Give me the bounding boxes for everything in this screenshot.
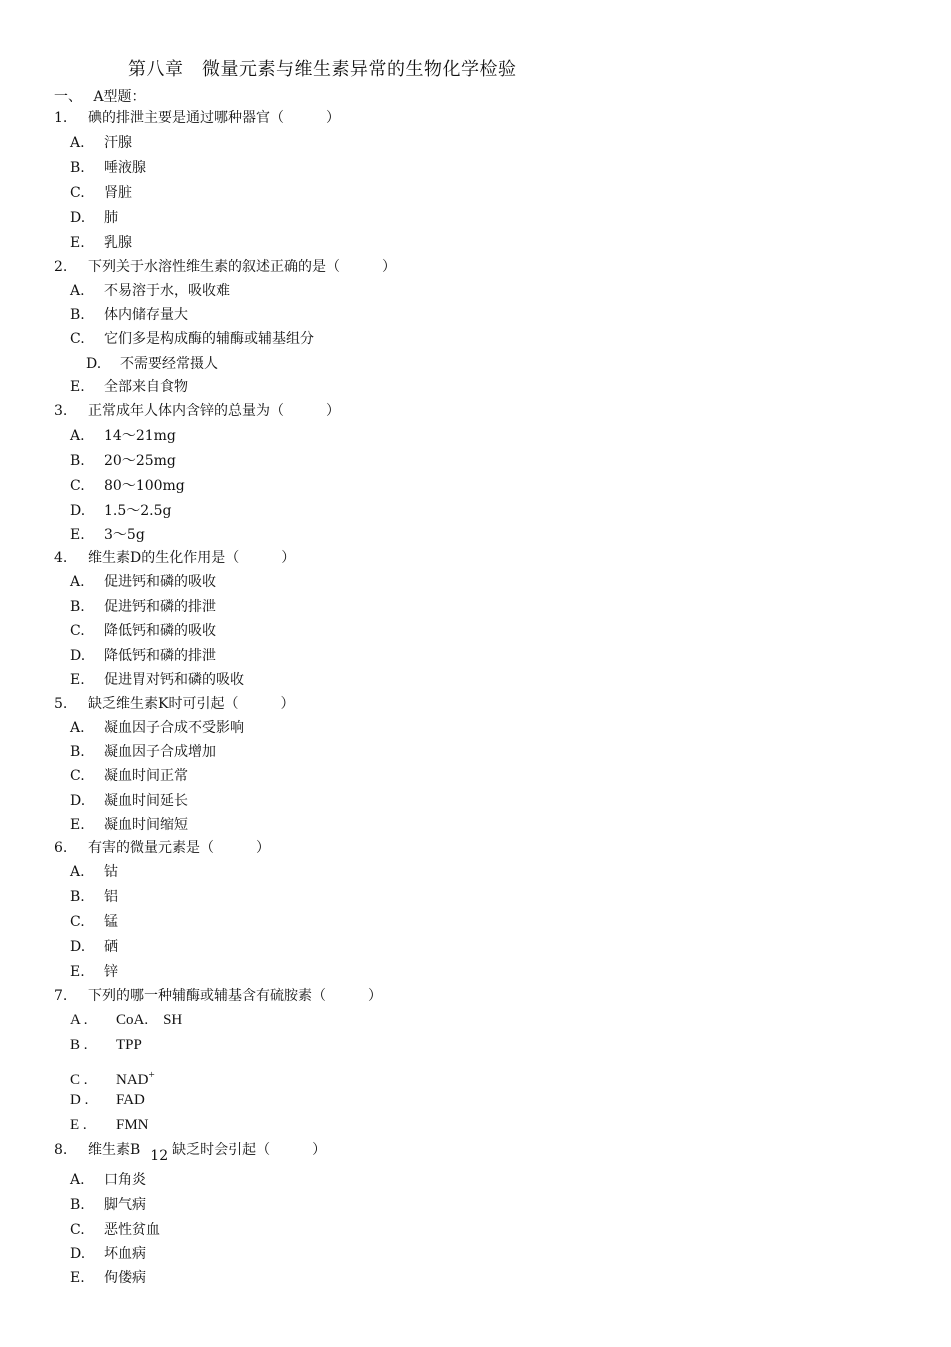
option-text: 凝血因子合成不受影响 [104,720,244,736]
option-mark: B. [70,889,85,905]
option-mark: E. [70,527,85,543]
option-mark: D. [70,939,86,955]
option-1d [70,209,118,227]
subscript-12: 12 [150,1148,169,1164]
option-7d [70,1091,145,1109]
option-3a [70,427,176,445]
option-text: 肾脏 [104,185,132,201]
option-3e [70,526,145,544]
option-mark: D. [70,793,86,809]
option-text: 钴 [104,864,118,880]
option-5e [70,816,188,834]
option-mark: C. [70,914,85,930]
option-4e [70,671,244,689]
question-number: 2. [54,259,68,275]
option-mark: C. [70,1222,85,1238]
question-number: 4. [54,550,68,566]
option-text: 凝血时间延长 [104,793,188,809]
option-mark: E. [70,235,85,251]
question-number: 1. [54,110,68,126]
superscript-plus: + [148,1069,155,1081]
option-6d [70,938,118,956]
option-8e [70,1269,146,1287]
option-mark: A. [70,428,85,444]
option-mark: E. [70,964,85,980]
option-8b [70,1196,146,1214]
option-text: 降低钙和磷的排泄 [104,648,216,664]
option-text: 恶性贫血 [104,1222,160,1238]
option-text: 促进胃对钙和磷的吸收 [104,672,244,688]
option-mark: D. [70,210,86,226]
option-mark: B. [70,599,85,615]
option-text: 锌 [104,964,118,980]
option-text: 凝血时间缩短 [104,817,188,833]
question-text: 维生素D的生化作用是（ ） [88,550,296,566]
option-text: NAD [116,1072,149,1088]
option-2e [70,378,188,396]
option-3d [70,502,172,520]
option-8a [70,1171,146,1189]
option-mark: C . [70,1072,88,1088]
option-text: 乳腺 [104,235,132,251]
option-text: 不易溶于水，吸收难 [104,283,230,299]
option-mark: D. [86,356,102,372]
option-text: 锰 [104,914,118,930]
option-mark: C. [70,623,85,639]
option-mark: A. [70,864,85,880]
option-mark: B. [70,160,85,176]
option-5a [70,719,244,737]
option-text: 降低钙和磷的吸收 [104,623,216,639]
option-mark: E . [70,1117,87,1133]
option-mark: A . [70,1012,88,1028]
option-text: 14～21mg [104,428,176,444]
option-text: 铝 [104,889,118,905]
option-4a [70,573,216,591]
question-text-after: 缺乏时会引起（ ） [172,1142,327,1158]
option-6b [70,888,118,906]
option-mark: A. [70,135,85,151]
option-text: FMN [116,1117,149,1133]
option-2a [70,282,230,300]
option-text: 坏血病 [104,1246,146,1262]
option-mark: B . [70,1037,88,1053]
option-mark: B. [70,453,85,469]
question-number: 5. [54,696,68,712]
question-text: 有害的微量元素是（ ） [88,840,270,856]
option-1a [70,134,132,152]
option-mark: C. [70,478,85,494]
chapter-title: 第八章 微量元素与维生素异常的生物化学检验 [128,59,517,80]
option-text: 20～25mg [104,453,176,469]
option-mark: A. [70,283,85,299]
option-text: 凝血因子合成增加 [104,744,216,760]
option-5b [70,743,216,761]
option-text: 促进钙和磷的吸收 [104,574,216,590]
option-mark: B. [70,307,85,323]
option-7a [70,1011,182,1029]
question-3 [54,402,340,420]
question-5 [54,695,294,713]
option-6a [70,863,118,881]
option-mark: D . [70,1092,89,1108]
option-6c [70,913,118,931]
option-1e [70,234,132,252]
option-text: 凝血时间正常 [104,768,188,784]
option-8c [70,1221,160,1239]
option-3b [70,452,176,470]
question-number: 3. [54,403,68,419]
option-mark: C. [70,768,85,784]
option-text: 脚气病 [104,1197,146,1213]
option-text: 80～100mg [104,478,185,494]
option-text: FAD [116,1092,145,1108]
option-4b [70,598,216,616]
option-mark: C. [70,185,85,201]
option-2b [70,306,188,324]
option-7b [70,1036,142,1054]
option-text: 3～5g [104,527,145,543]
question-8 [54,1141,326,1165]
question-text: 正常成年人体内含锌的总量为（ ） [88,403,340,419]
option-mark: B. [70,1197,85,1213]
question-text: 下列的哪一种辅酶或辅基含有硫胺素（ ） [88,988,382,1004]
option-7c [70,1066,155,1089]
question-text-before: 维生素B [88,1142,141,1158]
option-mark: D. [70,648,86,664]
option-mark: D. [70,1246,86,1262]
option-6e [70,963,118,981]
question-6 [54,839,270,857]
option-mark: E. [70,1270,85,1286]
question-number: 6. [54,840,68,856]
option-text: 口角炎 [104,1172,146,1188]
option-5d [70,792,188,810]
option-2d [86,355,218,373]
option-mark: B. [70,744,85,760]
option-text: 1.5～2.5g [104,503,172,519]
option-text: 全部来自食物 [104,379,188,395]
option-4d [70,647,216,665]
option-text: 体内储存量大 [104,307,188,323]
option-mark: C. [70,331,85,347]
option-text: 肺 [104,210,118,226]
option-7e [70,1116,149,1134]
option-5c [70,767,188,785]
option-text: 促进钙和磷的排泄 [104,599,216,615]
question-7 [54,987,382,1005]
option-text: 硒 [104,939,118,955]
option-text: CoA. SH [116,1012,183,1028]
option-text: 它们多是构成酶的辅酶或辅基组分 [104,331,314,347]
section-heading: 一、 A型题： [54,89,146,105]
question-4 [54,549,295,567]
option-text: 汗腺 [104,135,132,151]
option-3c [70,477,185,495]
question-number: 7. [54,988,68,1004]
option-mark: E. [70,817,85,833]
option-mark: E. [70,672,85,688]
question-text: 下列关于水溶性维生素的叙述正确的是（ ） [88,259,396,275]
option-1c [70,184,132,202]
option-mark: A. [70,1172,85,1188]
option-text: 不需要经常摄人 [120,356,218,372]
option-mark: A. [70,720,85,736]
option-8d [70,1245,146,1263]
option-mark: A. [70,574,85,590]
option-text: 佝偻病 [104,1270,146,1286]
question-text: 缺乏维生素K时可引起（ ） [88,696,295,712]
option-mark: D. [70,503,86,519]
question-text: 碘的排泄主要是通过哪种器官（ ） [88,110,340,126]
option-text: TPP [116,1037,142,1053]
option-2c [70,330,314,348]
question-2 [54,258,396,276]
option-text: 唾液腺 [104,160,146,176]
option-4c [70,622,216,640]
option-1b [70,159,146,177]
option-mark: E. [70,379,85,395]
question-number: 8. [54,1142,68,1158]
question-1 [54,109,340,127]
